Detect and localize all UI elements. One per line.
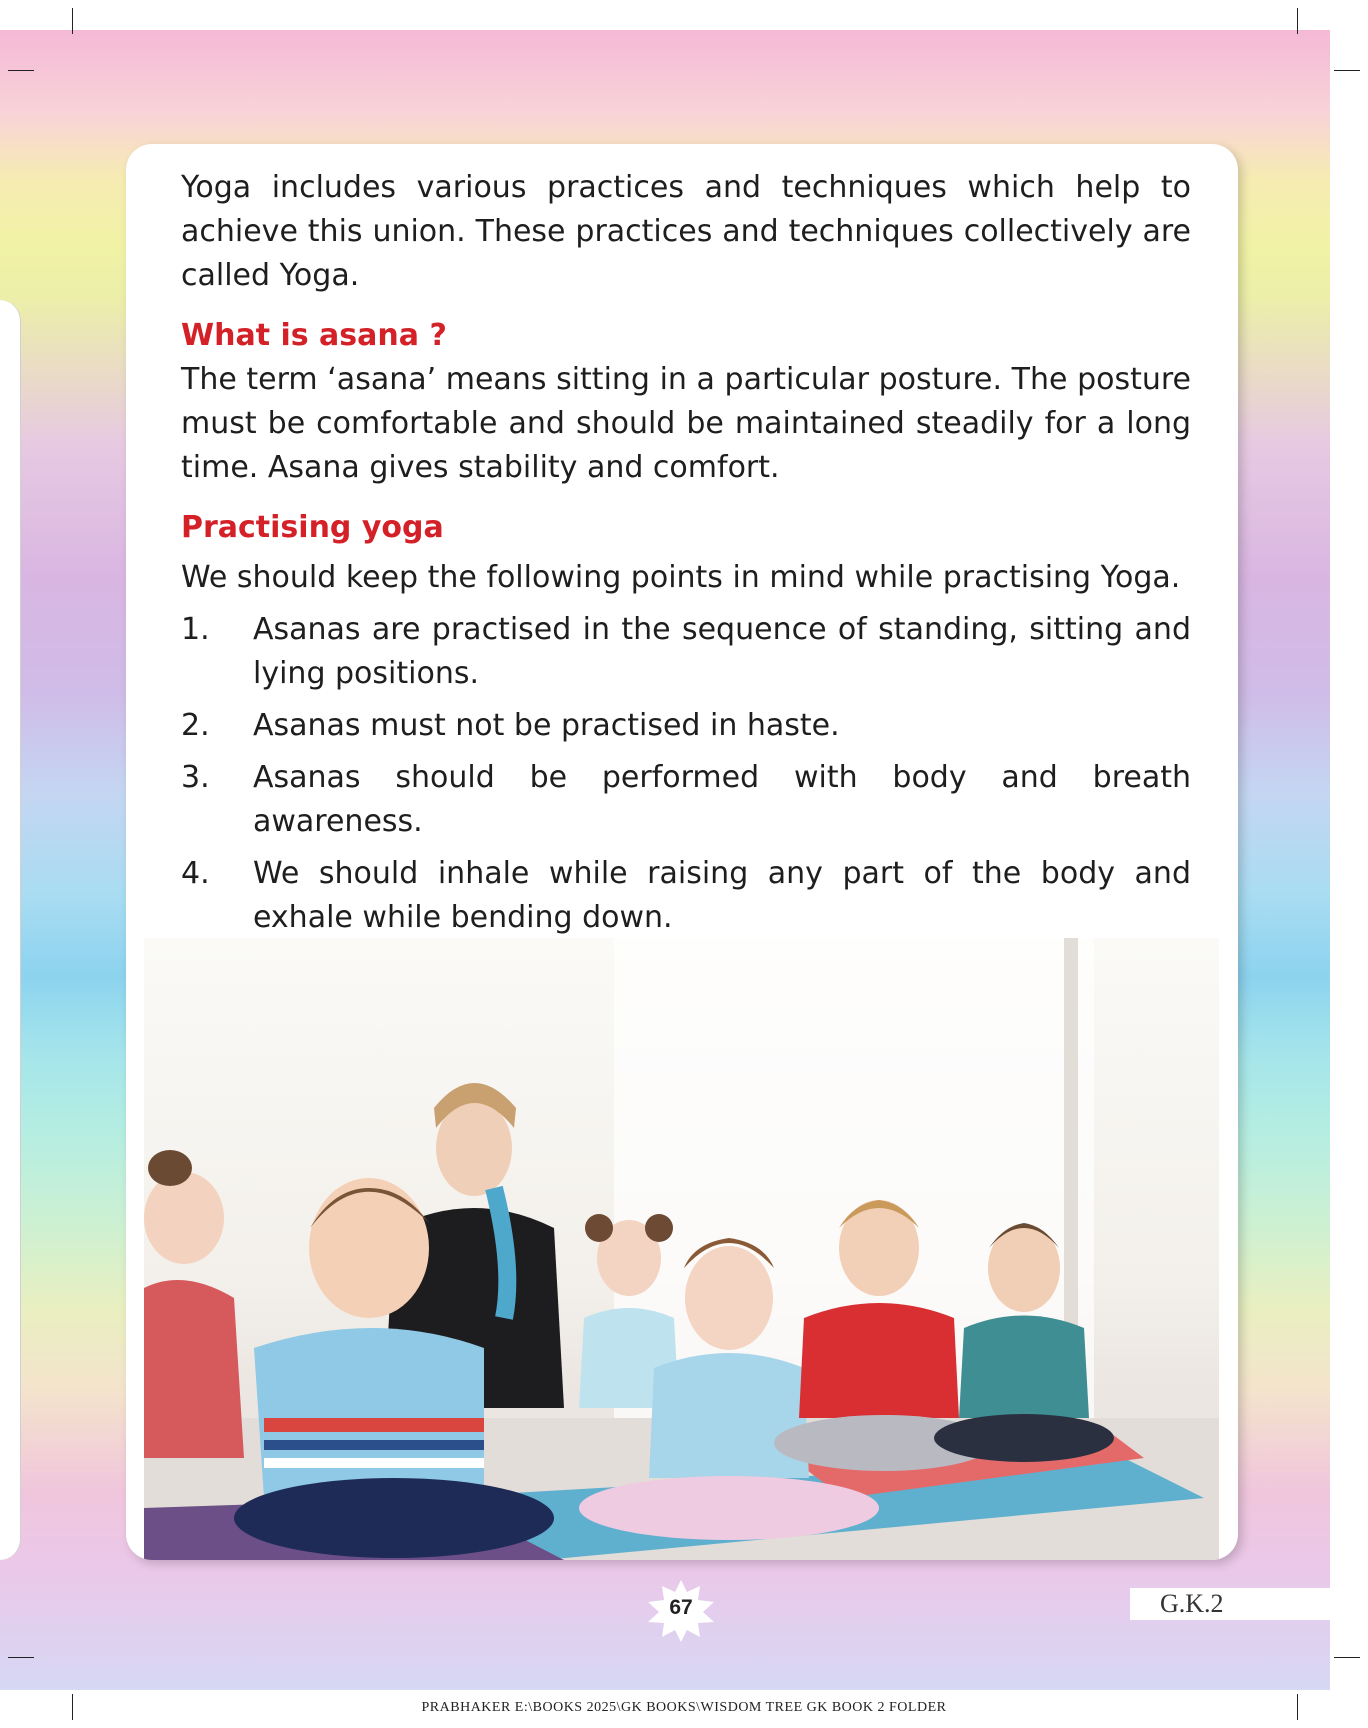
list-item <box>181 756 1191 844</box>
practising-intro: We should keep the following points in mind while practising Yoga. <box>181 560 1181 595</box>
crop-mark <box>8 70 34 71</box>
list-item <box>181 608 1191 696</box>
list-item-number: 2. <box>181 708 210 743</box>
list-item-text: Asanas should be performed with body and breath awareness. <box>253 760 1191 839</box>
kids-yoga-illustration <box>144 938 1219 1560</box>
list-item-text: Asanas are practised in the sequence of standing, sitting and lying positions. <box>253 612 1191 691</box>
print-footer: PRABHAKER E:\BOOKS 2025\GK BOOKS\WISDOM TREE GK BOOK 2 FOLDER <box>421 1700 947 1715</box>
book-code: G.K.2 <box>1130 1588 1330 1620</box>
asana-paragraph: The term ‘asana’ means sitting in a particular posture. The posture must be comfortable and should be maintained steadily for a long time. Asana gives stability and comfort. <box>181 362 1191 485</box>
page-number: 67 <box>669 1596 693 1619</box>
side-panel <box>0 300 21 1560</box>
list-item-number: 3. <box>181 760 210 795</box>
crop-mark <box>8 1657 34 1658</box>
kids-yoga-photo <box>144 938 1219 1560</box>
page-number-badge <box>646 1580 716 1642</box>
list-item-text: Asanas must not be practised in haste. <box>253 708 840 743</box>
crop-mark <box>1334 70 1360 71</box>
list-item-number: 1. <box>181 612 210 647</box>
list-item-number: 4. <box>181 856 210 891</box>
text-content <box>181 166 1191 1052</box>
list-item <box>181 704 1191 748</box>
content-card <box>126 144 1238 1560</box>
list-item-text: We should inhale while raising any part of the body and exhale while bending down. <box>253 856 1191 935</box>
crop-mark <box>1297 8 1298 34</box>
crop-mark <box>1334 1657 1360 1658</box>
intro-paragraph: Yoga includes various practices and techniques which help to achieve this union. These practices and techniques collectively are called Yoga. <box>181 170 1191 293</box>
practising-heading: Practising yoga <box>181 510 444 545</box>
crop-mark <box>72 8 73 34</box>
list-item <box>181 852 1191 940</box>
asana-heading: What is asana ? <box>181 318 447 353</box>
